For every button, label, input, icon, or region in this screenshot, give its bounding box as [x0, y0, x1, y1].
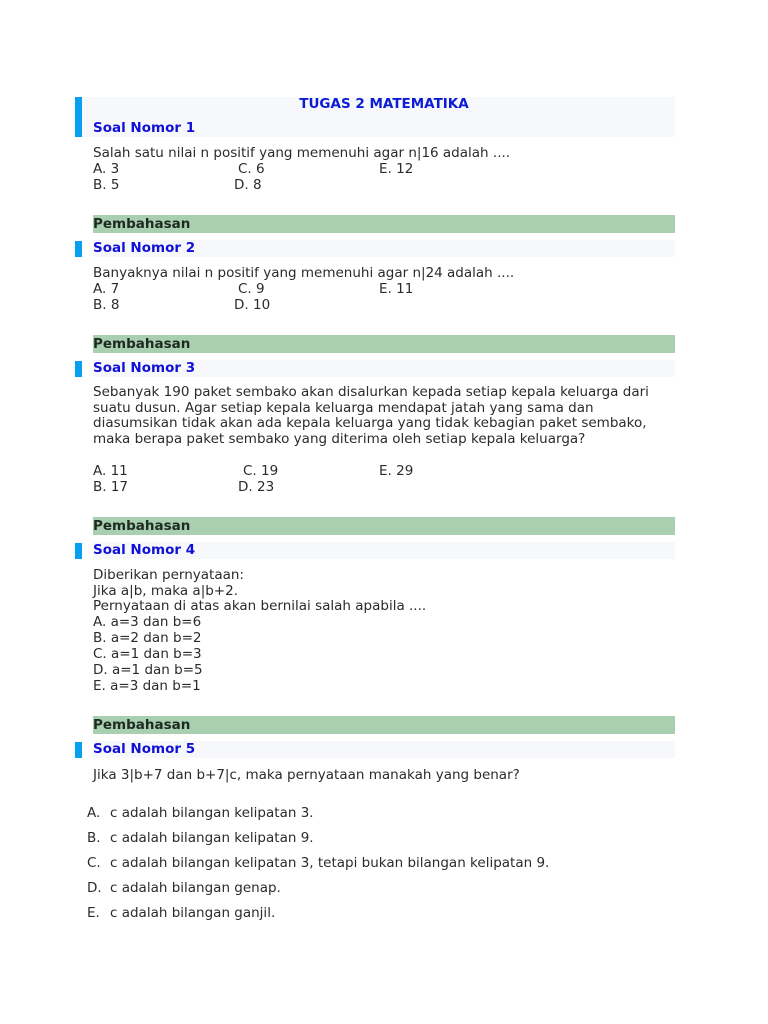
soal-3-option-b: B. 17: [93, 479, 129, 495]
accent-bar-4: [75, 543, 82, 559]
soal-2-option-d: D. 10: [234, 297, 271, 313]
soal-5-letter-b: B.: [87, 830, 101, 846]
soal-4-option-e: E. a=3 dan b=1: [93, 678, 201, 694]
soal-1-option-d: D. 8: [234, 177, 262, 193]
accent-bar-1: [75, 97, 82, 137]
soal-2-option-b: B. 8: [93, 297, 120, 313]
accent-bar-2: [75, 241, 82, 257]
soal-1-heading: Soal Nomor 1: [93, 120, 196, 136]
soal-5-letter-d: D.: [87, 880, 102, 896]
soal-3-option-d: D. 23: [238, 479, 275, 495]
soal-5-option-a: c adalah bilangan kelipatan 3.: [110, 805, 314, 821]
soal-3-question: Sebanyak 190 paket sembako akan disalurkan kepada setiap kepala keluarga dari suatu dusun. Agar setiap kepala keluarga mendapat jatah yang sama dan diasumsikan tidak akan ada kepala keluarga yang tidak kebagian paket sembako, maka berapa paket sembako yang diterima oleh setiap kepala keluarga?: [93, 384, 649, 448]
soal-4-option-c: C. a=1 dan b=3: [93, 646, 202, 662]
pembahasan-4: Pembahasan: [93, 716, 675, 734]
soal-1-option-b: B. 5: [93, 177, 120, 193]
soal-5-letter-c: C.: [87, 855, 101, 871]
soal-5-letter-a: A.: [87, 805, 101, 821]
soal-4-option-d: D. a=1 dan b=5: [93, 662, 203, 678]
soal-1-option-c: C. 6: [238, 161, 265, 177]
document-title: TUGAS 2 MATEMATIKA: [299, 96, 469, 112]
pembahasan-3: Pembahasan: [93, 517, 675, 535]
soal-4-line-3: Pernyataan di atas akan bernilai salah apabila ....: [93, 598, 427, 614]
soal-5-heading: Soal Nomor 5: [93, 741, 196, 757]
soal-4-option-a: A. a=3 dan b=6: [93, 614, 202, 630]
soal-1-option-e: E. 12: [379, 161, 414, 177]
pembahasan-1: Pembahasan: [93, 215, 675, 233]
soal-3-option-e: E. 29: [379, 463, 414, 479]
soal-5-option-b: c adalah bilangan kelipatan 9.: [110, 830, 314, 846]
accent-bar-5: [75, 742, 82, 758]
soal-5-letter-e: E.: [87, 905, 100, 921]
soal-4-heading: Soal Nomor 4: [93, 542, 196, 558]
soal-2-option-c: C. 9: [238, 281, 265, 297]
soal-3-option-a: A. 11: [93, 463, 128, 479]
soal-5-option-c: c adalah bilangan kelipatan 3, tetapi bukan bilangan kelipatan 9.: [110, 855, 550, 871]
pembahasan-2: Pembahasan: [93, 335, 675, 353]
soal-1-question: Salah satu nilai n positif yang memenuhi agar n|16 adalah ....: [93, 145, 511, 161]
soal-2-question: Banyaknya nilai n positif yang memenuhi agar n|24 adalah ....: [93, 265, 515, 281]
soal-4-line-2: Jika a|b, maka a|b+2.: [93, 583, 238, 599]
soal-3-heading: Soal Nomor 3: [93, 360, 196, 376]
soal-1-option-a: A. 3: [93, 161, 120, 177]
soal-2-option-a: A. 7: [93, 281, 120, 297]
soal-4-option-b: B. a=2 dan b=2: [93, 630, 202, 646]
soal-5-option-e: c adalah bilangan ganjil.: [110, 905, 276, 921]
soal-4-line-1: Diberikan pernyataan:: [93, 567, 244, 583]
soal-2-option-e: E. 11: [379, 281, 414, 297]
soal-2-heading: Soal Nomor 2: [93, 240, 196, 256]
soal-3-option-c: C. 19: [243, 463, 279, 479]
accent-bar-3: [75, 361, 82, 377]
soal-5-option-d: c adalah bilangan genap.: [110, 880, 281, 896]
soal-5-question: Jika 3|b+7 dan b+7|c, maka pernyataan manakah yang benar?: [93, 767, 520, 783]
